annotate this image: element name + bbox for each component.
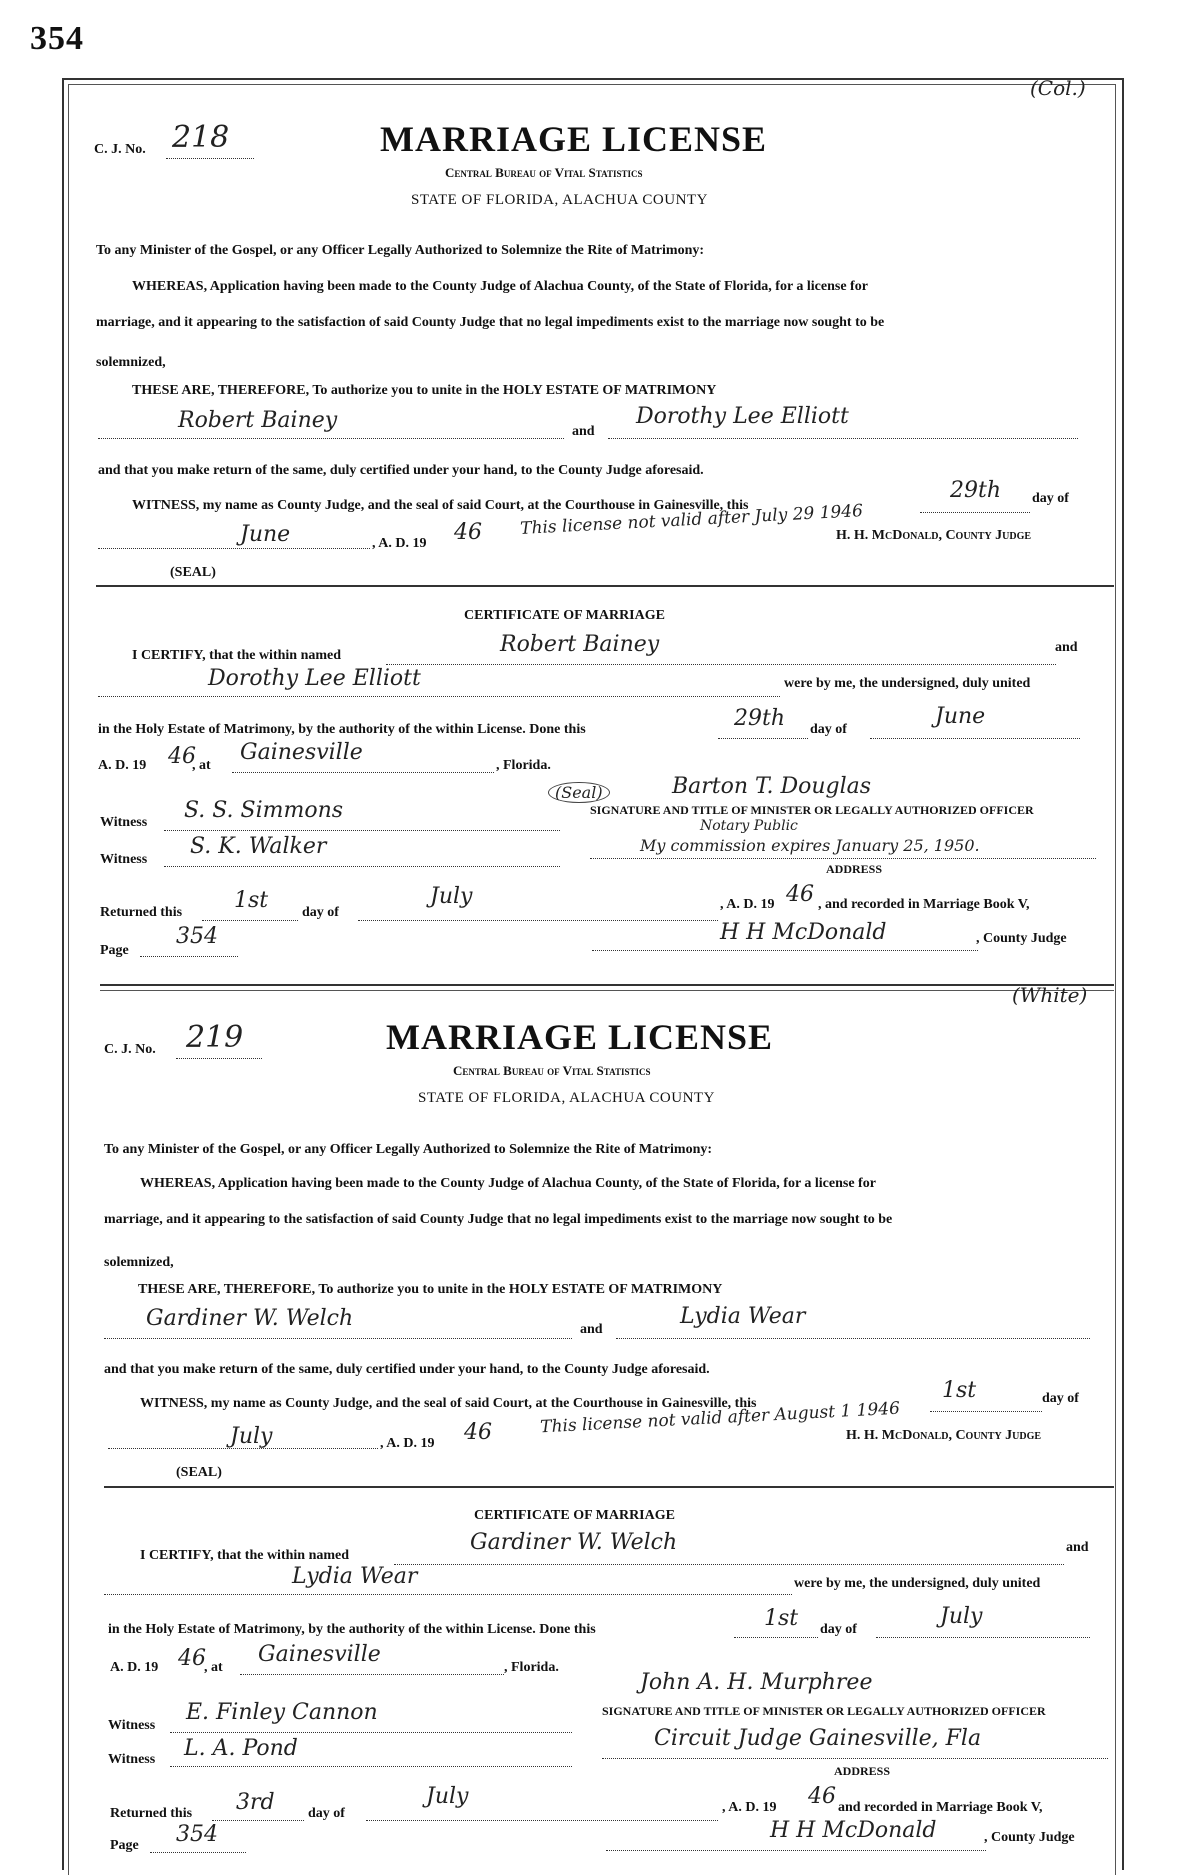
returned-label: Returned this <box>100 905 183 920</box>
cert-and: and <box>1066 1540 1089 1555</box>
returned-day-of: day of <box>302 905 339 920</box>
page-value: 354 <box>176 1822 218 1847</box>
sig-caption: SIGNATURE AND TITLE OF MINISTER OR LEGALLY AUTHORIZED OFFICER <box>590 803 1034 817</box>
bride-name: Dorothy Lee Elliott <box>636 404 849 429</box>
return-text: and that you make return of the same, duly certified under your hand, to the County Judge aforesaid. <box>104 1362 710 1377</box>
license-month: July <box>230 1424 273 1449</box>
groom-name: Robert Bainey <box>178 408 338 433</box>
license-day: 29th <box>950 478 1002 503</box>
judge-signature: H H McDonald <box>720 920 887 945</box>
page-label: Page <box>110 1838 139 1853</box>
officiant-address: My commission expires January 25, 1950. <box>640 836 980 855</box>
returned-year: 46 <box>786 882 814 907</box>
cert-bride: Dorothy Lee Elliott <box>208 666 421 691</box>
returned-day: 3rd <box>236 1790 275 1815</box>
witness-label-1: Witness <box>108 1718 156 1733</box>
place: Gainesville <box>240 740 363 765</box>
florida-label: , Florida. <box>504 1660 559 1675</box>
united-label: were by me, the undersigned, duly united <box>794 1576 1041 1591</box>
state-county: STATE OF FLORIDA, ALACHUA COUNTY <box>411 192 708 208</box>
whereas-1: WHEREAS, Application having been made to the County Judge of Alachua County, of the State of Florida, for a license for <box>140 1176 876 1191</box>
done-month: June <box>935 704 986 729</box>
judge-name: H. H. McDonald, County Judge <box>846 1428 1042 1443</box>
page-value: 354 <box>176 924 218 949</box>
returned-label: Returned this <box>110 1806 193 1821</box>
whereas-3: solemnized, <box>104 1255 174 1270</box>
state-county: STATE OF FLORIDA, ALACHUA COUNTY <box>418 1090 715 1106</box>
done-day-of: day of <box>810 722 847 737</box>
returned-ad: , A. D. 19 <box>722 1800 777 1815</box>
done-year: 46 <box>168 744 196 769</box>
done-day: 29th <box>734 706 786 731</box>
cert-title: CERTIFICATE OF MARRIAGE <box>474 1508 675 1523</box>
license-title: MARRIAGE LICENSE <box>380 119 768 159</box>
cert-and: and <box>1055 640 1078 655</box>
cj-label: C. J. No. <box>94 142 146 157</box>
page-label: Page <box>100 943 129 958</box>
validity-note: This license not valid after August 1 1946 <box>539 1398 901 1438</box>
done-month: July <box>940 1604 983 1629</box>
these-are: THESE ARE, THEREFORE, To authorize you to unite in the HOLY ESTATE OF MATRIMONY <box>132 383 717 398</box>
at-label: , at <box>204 1660 223 1675</box>
bureau: Central Bureau of Vital Statistics <box>453 1063 651 1078</box>
ad-label: , A. D. 19 <box>372 536 427 551</box>
cert-bride: Lydia Wear <box>292 1564 418 1589</box>
done-year: 46 <box>178 1646 206 1671</box>
whereas-2: marriage, and it appearing to the satisfaction of said County Judge that no legal impediments exist to the marriage now sought to be <box>104 1212 893 1227</box>
holy-estate: in the Holy Estate of Matrimony, by the authority of the within License. Done this <box>98 722 586 737</box>
race-note: (Col.) <box>1030 76 1086 100</box>
seal-label: (SEAL) <box>170 565 216 580</box>
witness-1: S. S. Simmons <box>184 798 344 823</box>
ad2-label: A. D. 19 <box>98 758 147 773</box>
at-label: , at <box>192 758 211 773</box>
recorded-label: , and recorded in Marriage Book V, <box>818 897 1030 912</box>
to-any: To any Minister of the Gospel, or any Officer Legally Authorized to Solemnize the Rite of Matrimony: <box>104 1142 713 1157</box>
returned-ad: , A. D. 19 <box>720 897 775 912</box>
address-caption: ADDRESS <box>826 862 883 876</box>
officiant-signature: Barton T. Douglas <box>672 774 872 799</box>
validity-note: This license not valid after July 29 1946 <box>519 501 864 539</box>
and-label: and <box>580 1322 603 1337</box>
page-number: 354 <box>30 20 84 57</box>
whereas-2: marriage, and it appearing to the satisfaction of said County Judge that no legal impediments exist to the marriage now sought to be <box>96 315 885 330</box>
judge-signature: H H McDonald <box>770 1818 937 1843</box>
certify-label: I CERTIFY, that the within named <box>132 648 342 663</box>
witness-text: WITNESS, my name as County Judge, and the seal of said Court, at the Courthouse in Gainesville, this <box>132 498 749 513</box>
florida-label: , Florida. <box>496 758 551 773</box>
returned-day: 1st <box>234 888 269 913</box>
cert-groom: Robert Bainey <box>500 632 660 657</box>
certify-label: I CERTIFY, that the within named <box>140 1548 350 1563</box>
county-judge-label: , County Judge <box>976 931 1067 946</box>
witness-label-2: Witness <box>100 852 148 867</box>
whereas-1: WHEREAS, Application having been made to the County Judge of Alachua County, of the State of Florida, for a license for <box>132 279 868 294</box>
ad-label: , A. D. 19 <box>380 1436 435 1451</box>
seal-label: (SEAL) <box>176 1465 222 1480</box>
return-text: and that you make return of the same, duly certified under your hand, to the County Judge aforesaid. <box>98 463 704 478</box>
license-year: 46 <box>464 1420 492 1445</box>
license-month: June <box>240 522 291 547</box>
day-of: day of <box>1032 491 1069 506</box>
bureau: Central Bureau of Vital Statistics <box>445 165 643 180</box>
officiant-signature: John A. H. Murphree <box>640 1670 873 1695</box>
returned-day-of: day of <box>308 1806 345 1821</box>
returned-month: July <box>430 884 473 909</box>
cj-number: 219 <box>186 1020 244 1055</box>
returned-year: 46 <box>808 1784 836 1809</box>
address-caption: ADDRESS <box>834 1764 891 1778</box>
recorded-label: and recorded in Marriage Book V, <box>838 1800 1043 1815</box>
witness-2: L. A. Pond <box>184 1736 298 1761</box>
and-label: and <box>572 424 595 439</box>
cert-groom: Gardiner W. Welch <box>470 1530 678 1555</box>
officiant-address: Circuit Judge Gainesville, Fla <box>654 1726 982 1751</box>
to-any: To any Minister of the Gospel, or any Officer Legally Authorized to Solemnize the Rite of Matrimony: <box>96 243 705 258</box>
done-day: 1st <box>764 1606 799 1631</box>
day-of: day of <box>1042 1391 1079 1406</box>
whereas-3: solemnized, <box>96 355 166 370</box>
bride-name: Lydia Wear <box>680 1304 806 1329</box>
race-note: (White) <box>1012 983 1088 1007</box>
cert-title: CERTIFICATE OF MARRIAGE <box>464 608 665 623</box>
ad2-label: A. D. 19 <box>110 1660 159 1675</box>
judge-name: H. H. McDonald, County Judge <box>836 528 1032 543</box>
license-year: 46 <box>454 520 482 545</box>
done-day-of: day of <box>820 1622 857 1637</box>
license-title: MARRIAGE LICENSE <box>386 1017 774 1057</box>
witness-1: E. Finley Cannon <box>186 1700 378 1725</box>
place: Gainesville <box>258 1642 381 1667</box>
witness-label-1: Witness <box>100 815 148 830</box>
witness-2: S. K. Walker <box>190 834 327 859</box>
county-judge-label: , County Judge <box>984 1830 1075 1845</box>
witness-text: WITNESS, my name as County Judge, and the seal of said Court, at the Courthouse in Gainesville, this <box>140 1396 757 1411</box>
sig-caption: SIGNATURE AND TITLE OF MINISTER OR LEGALLY AUTHORIZED OFFICER <box>602 1704 1046 1718</box>
officiant-seal: (Seal) <box>548 782 610 803</box>
holy-estate: in the Holy Estate of Matrimony, by the authority of the within License. Done this <box>108 1622 596 1637</box>
cj-number: 218 <box>172 120 230 155</box>
returned-month: July <box>426 1784 469 1809</box>
united-label: were by me, the undersigned, duly united <box>784 676 1031 691</box>
cj-label: C. J. No. <box>104 1042 156 1057</box>
license-day: 1st <box>942 1378 977 1403</box>
witness-label-2: Witness <box>108 1752 156 1767</box>
officiant-title: Notary Public <box>700 818 798 834</box>
groom-name: Gardiner W. Welch <box>146 1306 354 1331</box>
these-are: THESE ARE, THEREFORE, To authorize you to unite in the HOLY ESTATE OF MATRIMONY <box>138 1282 723 1297</box>
